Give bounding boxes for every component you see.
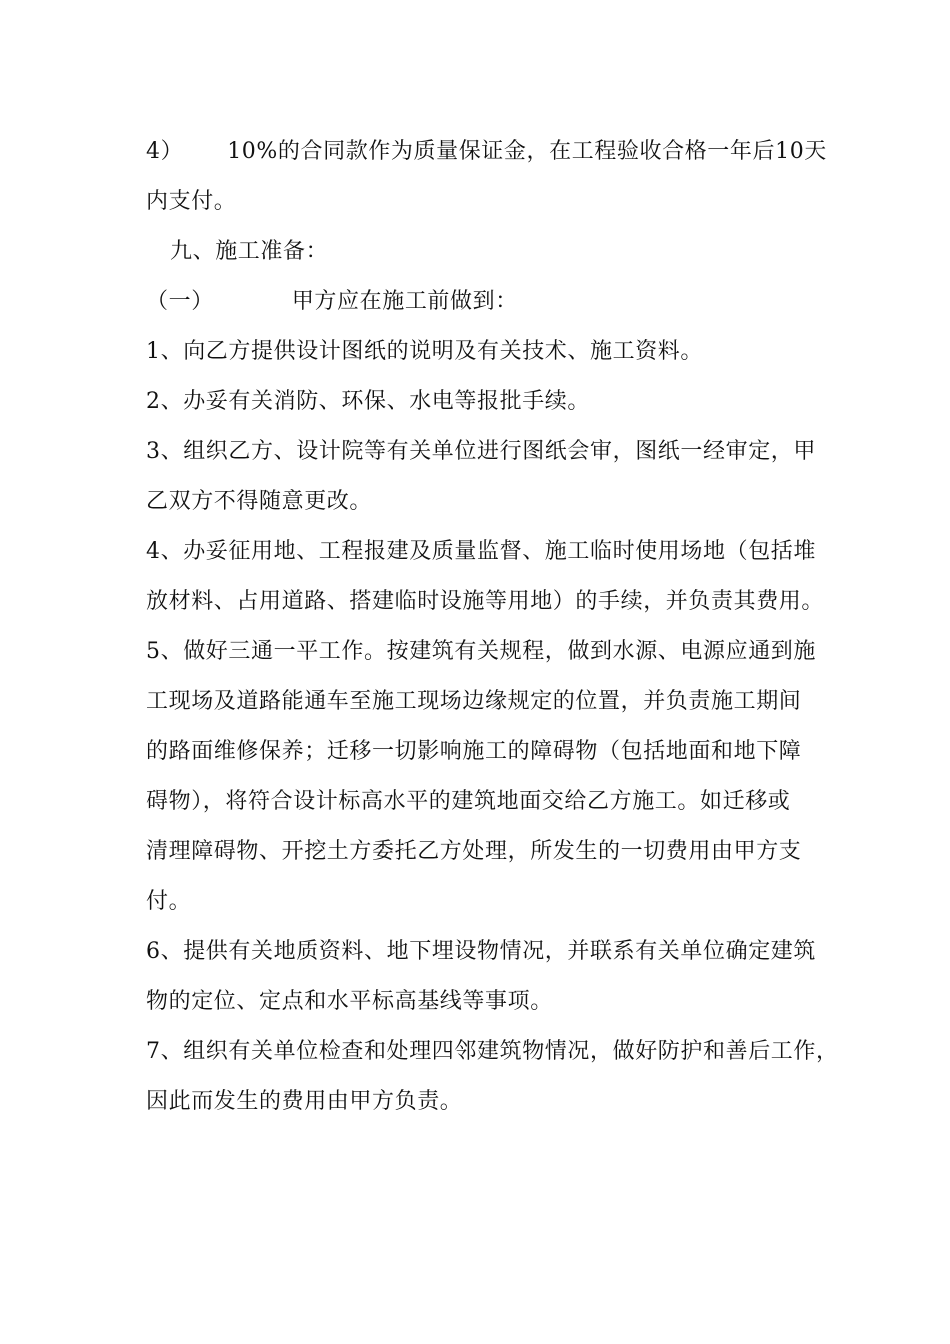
text-line: 清理障碍物、开挖土方委托乙方处理，所发生的一切费用由甲方支 (146, 839, 802, 864)
text-line: 7、组织有关单位检查和处理四邻建筑物情况，做好防护和善后工作， (146, 1039, 839, 1064)
text-line: 内支付。 (146, 189, 237, 214)
text-line: 的路面维修保养；迁移一切影响施工的障碍物（包括地面和地下障 (146, 739, 802, 764)
item-number: 4） (146, 139, 184, 164)
text-line: 4、办妥征用地、工程报建及质量监督、施工临时使用场地（包括堆 (146, 539, 816, 564)
text-line: 付。 (146, 889, 192, 914)
text-line: 乙双方不得随意更改。 (146, 489, 373, 514)
text-line: 1、向乙方提供设计图纸的说明及有关技术、施工资料。 (146, 339, 703, 364)
text-line: 放材料、占用道路、搭建临时设施等用地）的手续，并负责其费用。 (146, 589, 825, 614)
text-line: 因此而发生的费用由甲方负责。 (146, 1089, 463, 1114)
payment-item-4 (146, 139, 827, 165)
text-line: 工现场及道路能通车至施工现场边缘规定的位置，并负责施工期间 (146, 689, 802, 714)
text-line: 6、提供有关地质资料、地下埋设物情况，并联系有关单位确定建筑 (146, 939, 816, 964)
text-line: 3、组织乙方、设计院等有关单位进行图纸会审，图纸一经审定，甲 (146, 439, 816, 464)
subsection-number: （一） (146, 289, 214, 314)
text-line: 碍物），将符合设计标高水平的建筑地面交给乙方施工。如迁移或 (146, 789, 791, 814)
text-line: 2、办妥有关消防、环保、水电等报批手续。 (146, 389, 590, 414)
text-line: 5、做好三通一平工作。按建筑有关规程，做到水源、电源应通到施 (146, 639, 816, 664)
text-line: 物的定位、定点和水平标高基线等事项。 (146, 989, 553, 1014)
subsection-heading-1 (146, 289, 518, 315)
line-text: 甲方应在施工前做到： (291, 289, 518, 314)
section-heading-9: 九、施工准备： (170, 239, 329, 264)
line-text: 10%的合同款作为质量保证金，在工程验收合格一年后10天 (227, 139, 827, 164)
